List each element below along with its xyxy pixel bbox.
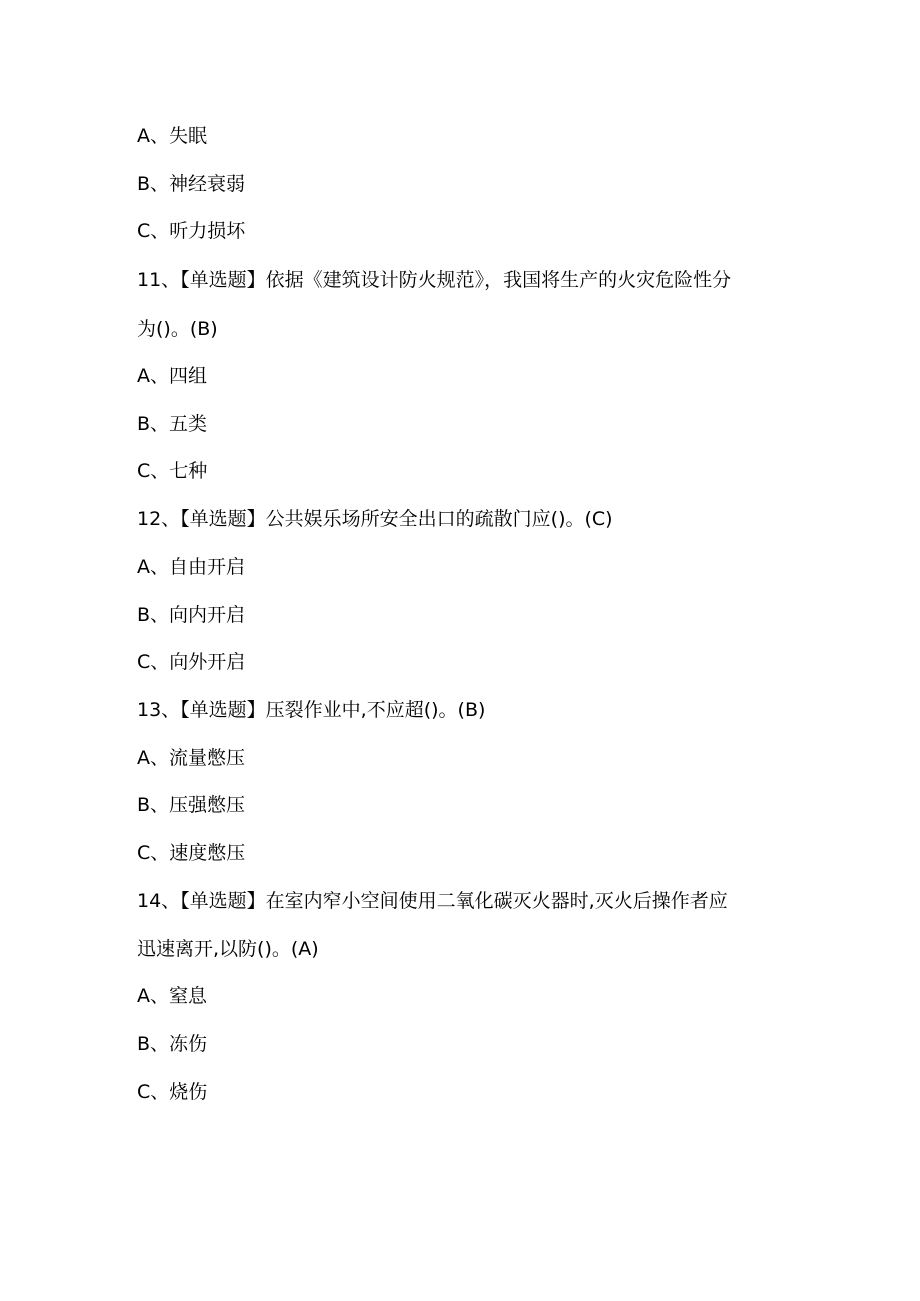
option-b-neurasthenia: B、神经衰弱	[137, 173, 246, 195]
question-11-line1: 11、【单选题】依据《建筑设计防火规范》，我国将生产的火灾危险性分	[137, 269, 732, 291]
option-a-four-groups: A、四组	[137, 365, 207, 387]
option-b-five-classes: B、五类	[137, 413, 208, 435]
option-b-intensity-pressure: B、压强憋压	[137, 794, 246, 816]
option-a-insomnia: A、失眠	[137, 125, 207, 147]
question-14-line2: 迅速离开,以防()。(A)	[137, 938, 319, 960]
question-11-line2: 为()。(B)	[137, 318, 218, 340]
question-12: 12、【单选题】公共娱乐场所安全出口的疏散门应()。(C)	[137, 508, 613, 530]
question-13: 13、【单选题】压裂作业中,不应超()。(B)	[137, 699, 486, 721]
option-b-frostbite: B、冻伤	[137, 1033, 208, 1055]
option-c-burn: C、烧伤	[137, 1081, 208, 1103]
option-c-outward-opening: C、向外开启	[137, 651, 246, 673]
option-a-suffocation: A、窒息	[137, 985, 207, 1007]
option-c-hearing-damage: C、听力损坏	[137, 220, 246, 242]
option-a-flow-pressure: A、流量憋压	[137, 747, 245, 769]
option-c-speed-pressure: C、速度憋压	[137, 842, 246, 864]
option-c-seven-kinds: C、七种	[137, 460, 208, 482]
question-14-line1: 14、【单选题】在室内窄小空间使用二氧化碳灭火器时,灭火后操作者应	[137, 890, 728, 912]
option-b-inward-opening: B、向内开启	[137, 604, 246, 626]
option-a-free-opening: A、自由开启	[137, 556, 245, 578]
